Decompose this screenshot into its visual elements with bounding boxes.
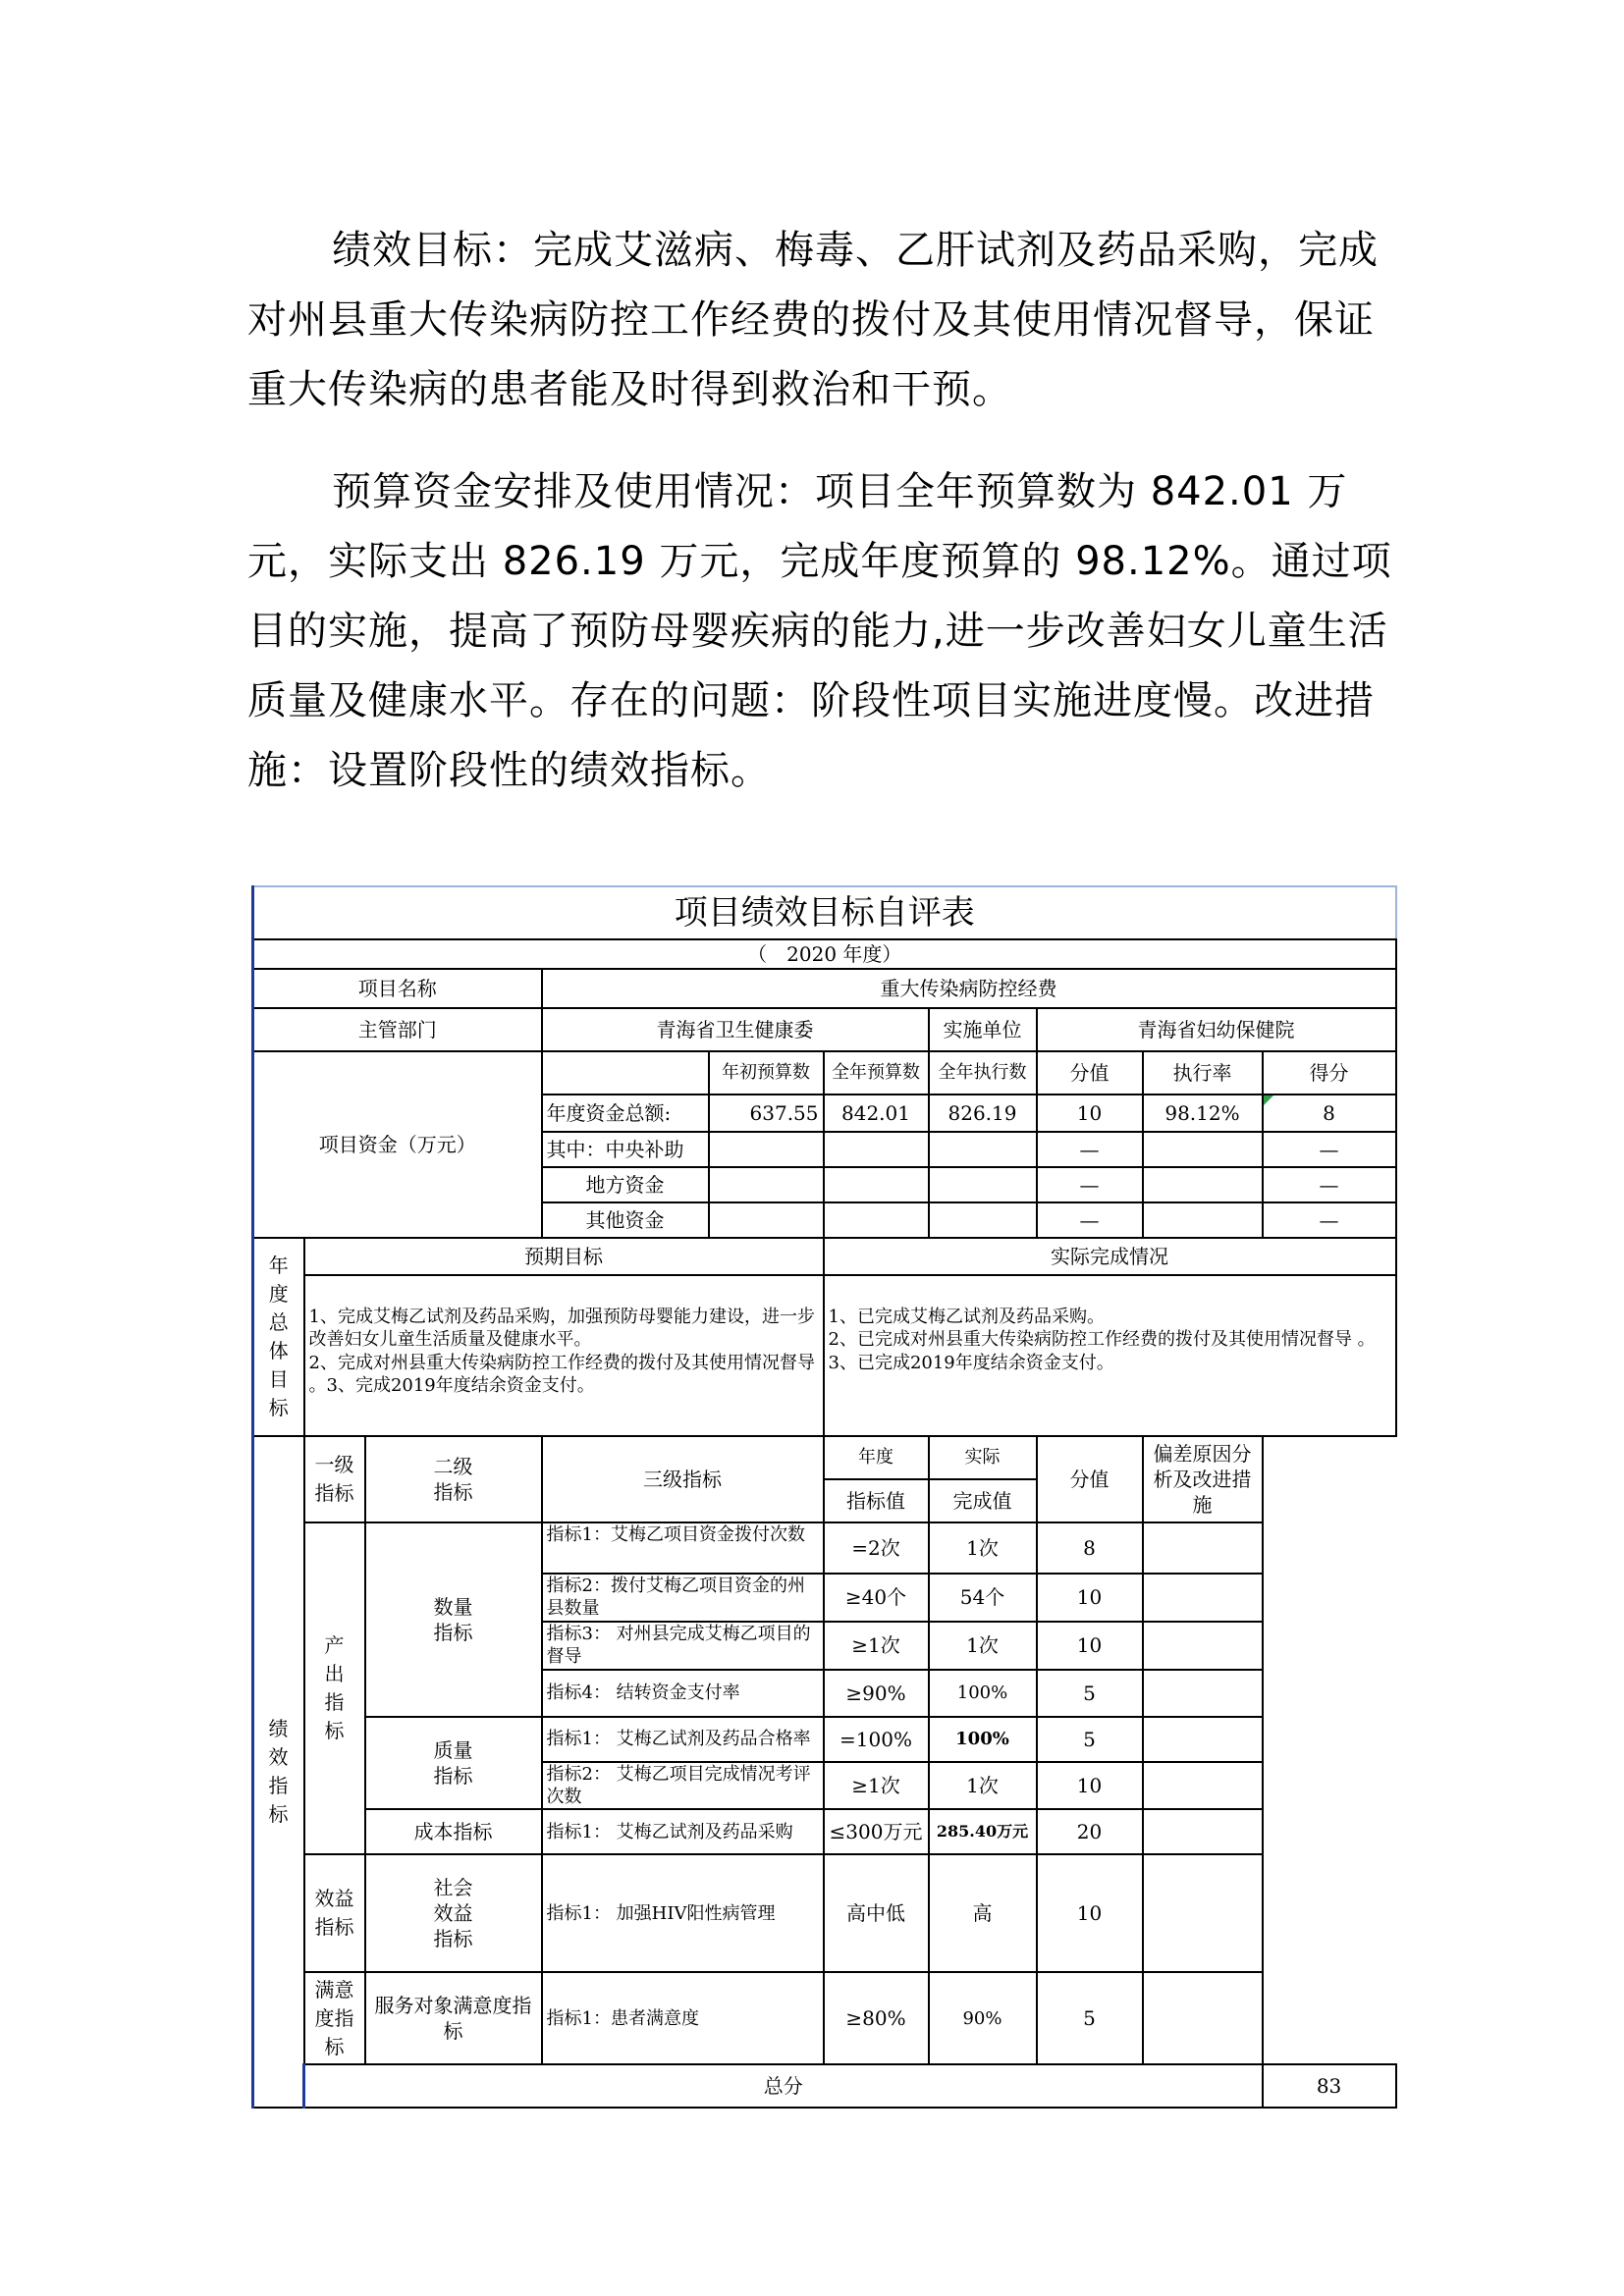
score-header: 分值 bbox=[1037, 1436, 1143, 1522]
funds-header-rate: 执行率 bbox=[1143, 1051, 1263, 1095]
indicator-score: 10 bbox=[1037, 1854, 1143, 1972]
funds-total-executed: 826.19 bbox=[929, 1095, 1037, 1132]
funds-local-score: — bbox=[1037, 1167, 1143, 1202]
indicator-score: 10 bbox=[1037, 1574, 1143, 1622]
indicator-reason bbox=[1143, 1762, 1263, 1810]
indicator-name: 指标1： 加强HIV阳性病管理 bbox=[542, 1854, 824, 1972]
indicator-reason bbox=[1143, 1717, 1263, 1762]
paragraph-budget-usage: 预算资金安排及使用情况：项目全年预算数为 842.01 万元，实际支出 826.19 万元，完成年度预算的 98.12%。通过项目的实施，提高了预防母婴疾病的能力,进一步改善妇女儿童生活质量及健康水平。存在的问题：阶段性项目实施进度慢。改进措施：设置阶段性的绩效指标。 bbox=[247, 469, 1392, 793]
expected-goal-header: 预期目标 bbox=[304, 1238, 824, 1275]
indicator-name: 指标1：患者满意度 bbox=[542, 1972, 824, 2064]
indicator-reason bbox=[1143, 1670, 1263, 1717]
funds-central-annual bbox=[824, 1132, 929, 1167]
actual-header-bottom: 完成值 bbox=[929, 1479, 1037, 1522]
funds-header-initial: 年初预算数 bbox=[709, 1051, 824, 1095]
annual-goal-label: 年度总体目标 bbox=[253, 1238, 304, 1436]
funds-total-initial: 637.55 bbox=[709, 1095, 824, 1132]
expected-goal-text: 1、完成艾梅乙试剂及药品采购，加强预防母婴能力建设，进一步改善妇女儿童生活质量及健康水平。 2、完成对州县重大传染病防控工作经费的拨付及其使用情况督导 。3、完成2019年度结余资金支付。 bbox=[304, 1275, 824, 1436]
funds-total-rate: 98.12% bbox=[1143, 1095, 1263, 1132]
indicator-name: 指标1： 艾梅乙试剂及药品采购 bbox=[542, 1809, 824, 1854]
quantity-indicator-label: 数量指标 bbox=[365, 1522, 542, 1717]
table-title: 项目绩效目标自评表 bbox=[253, 886, 1396, 939]
target-header-bottom: 指标值 bbox=[824, 1479, 929, 1522]
funds-central-rate bbox=[1143, 1132, 1263, 1167]
funds-other-label: 其他资金 bbox=[542, 1202, 709, 1238]
impl: 青海省妇幼保健院 bbox=[1037, 1008, 1396, 1051]
social-benefit-label: 社会效益指标 bbox=[365, 1854, 542, 1972]
level2-header: 二级指标 bbox=[365, 1436, 542, 1522]
funds-local-label: 地方资金 bbox=[542, 1167, 709, 1202]
funds-central-got: — bbox=[1263, 1132, 1396, 1167]
indicator-actual: 1次 bbox=[929, 1762, 1037, 1810]
dept: 青海省卫生健康委 bbox=[542, 1008, 929, 1051]
indicator-target: =100% bbox=[824, 1717, 929, 1762]
funds-label: 项目资金（万元） bbox=[253, 1051, 542, 1238]
funds-other-score: — bbox=[1037, 1202, 1143, 1238]
service-satisfaction-label: 服务对象满意度指标 bbox=[365, 1972, 542, 2064]
indicator-name: 指标2： 艾梅乙项目完成情况考评次数 bbox=[542, 1762, 824, 1810]
funds-total-annual: 842.01 bbox=[824, 1095, 929, 1132]
indicator-score: 5 bbox=[1037, 1670, 1143, 1717]
funds-total-score: 10 bbox=[1037, 1095, 1143, 1132]
indicator-target: ≥1次 bbox=[824, 1762, 929, 1810]
indicator-target: ≥90% bbox=[824, 1670, 929, 1717]
satisfaction-indicator-label: 满意度指标 bbox=[304, 1972, 365, 2064]
indicator-target: 高中低 bbox=[824, 1854, 929, 1972]
actual-goal-header: 实际完成情况 bbox=[824, 1238, 1396, 1275]
indicator-score: 10 bbox=[1037, 1762, 1143, 1810]
indicator-reason bbox=[1143, 1972, 1263, 2064]
indicators-label: 绩效指标 bbox=[253, 1436, 304, 2108]
funds-local-rate bbox=[1143, 1167, 1263, 1202]
indicator-target: ≥80% bbox=[824, 1972, 929, 2064]
indicator-name: 指标1：艾梅乙项目资金拨付次数 bbox=[542, 1522, 824, 1574]
indicator-actual: 90% bbox=[929, 1972, 1037, 2064]
indicator-target: ≥40个 bbox=[824, 1574, 929, 1622]
target-header-top: 年度 bbox=[824, 1436, 929, 1479]
quality-indicator-label: 质量指标 bbox=[365, 1717, 542, 1810]
indicator-target: =2次 bbox=[824, 1522, 929, 1574]
indicator-score: 5 bbox=[1037, 1972, 1143, 2064]
funds-total-label: 年度资金总额: bbox=[542, 1095, 709, 1132]
indicator-name: 指标2：拨付艾梅乙项目资金的州县数量 bbox=[542, 1574, 824, 1622]
funds-local-got: — bbox=[1263, 1167, 1396, 1202]
funds-other-rate bbox=[1143, 1202, 1263, 1238]
table-year: （ 2020 年度） bbox=[253, 939, 1396, 969]
funds-central-executed bbox=[929, 1132, 1037, 1167]
indicator-reason bbox=[1143, 1809, 1263, 1854]
funds-header-annual: 全年预算数 bbox=[824, 1051, 929, 1095]
funds-other-initial bbox=[709, 1202, 824, 1238]
paragraph-performance-goal: 绩效目标：完成艾滋病、梅毒、乙肝试剂及药品采购，完成对州县重大传染病防控工作经费的拨付及其使用情况督导，保证重大传染病的患者能及时得到救治和干预。 bbox=[247, 228, 1379, 412]
indicator-target: ≤300万元 bbox=[824, 1809, 929, 1854]
funds-central-initial bbox=[709, 1132, 824, 1167]
indicator-actual: 100% bbox=[929, 1670, 1037, 1717]
reason-header: 偏差原因分析及改进措施 bbox=[1143, 1436, 1263, 1522]
funds-central-label: 其中：中央补助 bbox=[542, 1132, 709, 1167]
cost-indicator-label: 成本指标 bbox=[365, 1809, 542, 1854]
indicator-reason bbox=[1143, 1854, 1263, 1972]
indicator-name: 指标1： 艾梅乙试剂及药品合格率 bbox=[542, 1717, 824, 1762]
funds-other-got: — bbox=[1263, 1202, 1396, 1238]
funds-total-got: 8 bbox=[1263, 1095, 1396, 1132]
project-name: 重大传染病防控经费 bbox=[542, 969, 1396, 1008]
indicator-name: 指标3： 对州县完成艾梅乙项目的督导 bbox=[542, 1622, 824, 1670]
indicator-reason bbox=[1143, 1522, 1263, 1574]
indicator-actual: 100% bbox=[929, 1717, 1037, 1762]
funds-header-executed: 全年执行数 bbox=[929, 1051, 1037, 1095]
indicator-score: 5 bbox=[1037, 1717, 1143, 1762]
project-name-label: 项目名称 bbox=[253, 969, 542, 1008]
funds-local-annual bbox=[824, 1167, 929, 1202]
indicator-name: 指标4： 结转资金支付率 bbox=[542, 1670, 824, 1717]
funds-other-executed bbox=[929, 1202, 1037, 1238]
actual-goal-text: 1、已完成艾梅乙试剂及药品采购。 2、已完成对州县重大传染病防控工作经费的拨付及其使用情况督导 。 3、已完成2019年度结余资金支付。 bbox=[824, 1275, 1396, 1436]
funds-local-initial bbox=[709, 1167, 824, 1202]
indicator-actual: 54个 bbox=[929, 1574, 1037, 1622]
performance-self-evaluation-table bbox=[251, 885, 1394, 2109]
actual-header-top: 实际 bbox=[929, 1436, 1037, 1479]
impl-label: 实施单位 bbox=[929, 1008, 1037, 1051]
funds-local-executed bbox=[929, 1167, 1037, 1202]
dept-label: 主管部门 bbox=[253, 1008, 542, 1051]
output-indicator-label: 产出指标 bbox=[304, 1522, 365, 1854]
indicator-target: ≥1次 bbox=[824, 1622, 929, 1670]
indicator-actual: 1次 bbox=[929, 1522, 1037, 1574]
indicator-actual: 高 bbox=[929, 1854, 1037, 1972]
indicator-score: 8 bbox=[1037, 1522, 1143, 1574]
funds-header-blank bbox=[542, 1051, 709, 1095]
indicator-reason bbox=[1143, 1622, 1263, 1670]
funds-header-score: 分值 bbox=[1037, 1051, 1143, 1095]
funds-other-annual bbox=[824, 1202, 929, 1238]
funds-central-score: — bbox=[1037, 1132, 1143, 1167]
funds-header-got: 得分 bbox=[1263, 1051, 1396, 1095]
level1-header: 一级指标 bbox=[304, 1436, 365, 1522]
total-label: 总分 bbox=[304, 2064, 1263, 2108]
benefit-indicator-label: 效益指标 bbox=[304, 1854, 365, 1972]
indicator-score: 20 bbox=[1037, 1809, 1143, 1854]
level3-header: 三级指标 bbox=[542, 1436, 824, 1522]
indicator-score: 10 bbox=[1037, 1622, 1143, 1670]
indicator-reason bbox=[1143, 1574, 1263, 1622]
indicator-actual: 1次 bbox=[929, 1622, 1037, 1670]
indicator-actual: 285.40万元 bbox=[929, 1809, 1037, 1854]
total-score: 83 bbox=[1263, 2064, 1396, 2108]
